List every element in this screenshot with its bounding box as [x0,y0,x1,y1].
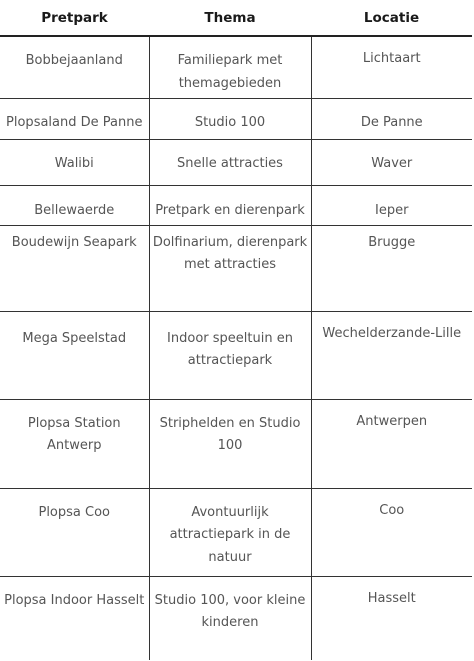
table-row [0,139,472,185]
park-name-cell: Bobbejaanland [0,36,149,98]
column-header-thema: Thema [149,0,311,36]
table-row [0,399,472,488]
table-row [0,311,472,399]
theme-cell: Snelle attracties [149,139,311,185]
location-cell: Coo [311,488,472,576]
park-name-cell: Plopsa Indoor Hasselt [0,576,149,660]
location-cell: Lichtaart [311,36,472,98]
theme-cell: Striphelden en Studio 100 [149,399,311,488]
park-name-cell: Boudewijn Seapark [0,225,149,311]
park-name-cell: Plopsaland De Panne [0,98,149,139]
column-header-locatie: Locatie [311,0,472,36]
theme-cell: Studio 100 [149,98,311,139]
theme-cell: Familiepark met themagebieden [149,36,311,98]
location-cell: De Panne [311,98,472,139]
park-name-cell: Plopsa Station Antwerp [0,399,149,488]
location-cell: Brugge [311,225,472,311]
park-name-cell: Walibi [0,139,149,185]
location-cell: Ieper [311,185,472,225]
table-header-row [0,0,472,36]
location-cell: Waver [311,139,472,185]
theme-cell: Dolfinarium, dierenpark met attracties [149,225,311,311]
location-cell: Hasselt [311,576,472,660]
table-row [0,225,472,311]
park-name-cell: Plopsa Coo [0,488,149,576]
location-cell: Wechelderzande-Lille [311,311,472,399]
column-header-pretpark: Pretpark [0,0,149,36]
table-row [0,576,472,660]
table-row [0,185,472,225]
theme-cell: Pretpark en dierenpark [149,185,311,225]
park-name-cell: Bellewaerde [0,185,149,225]
table-row [0,488,472,576]
theme-cell: Indoor speeltuin en attractiepark [149,311,311,399]
park-name-cell: Mega Speelstad [0,311,149,399]
theme-cell: Studio 100, voor kleine kinderen [149,576,311,660]
table-row [0,98,472,139]
theme-cell: Avontuurlijk attractiepark in de natuur [149,488,311,576]
table-row [0,36,472,98]
location-cell: Antwerpen [311,399,472,488]
